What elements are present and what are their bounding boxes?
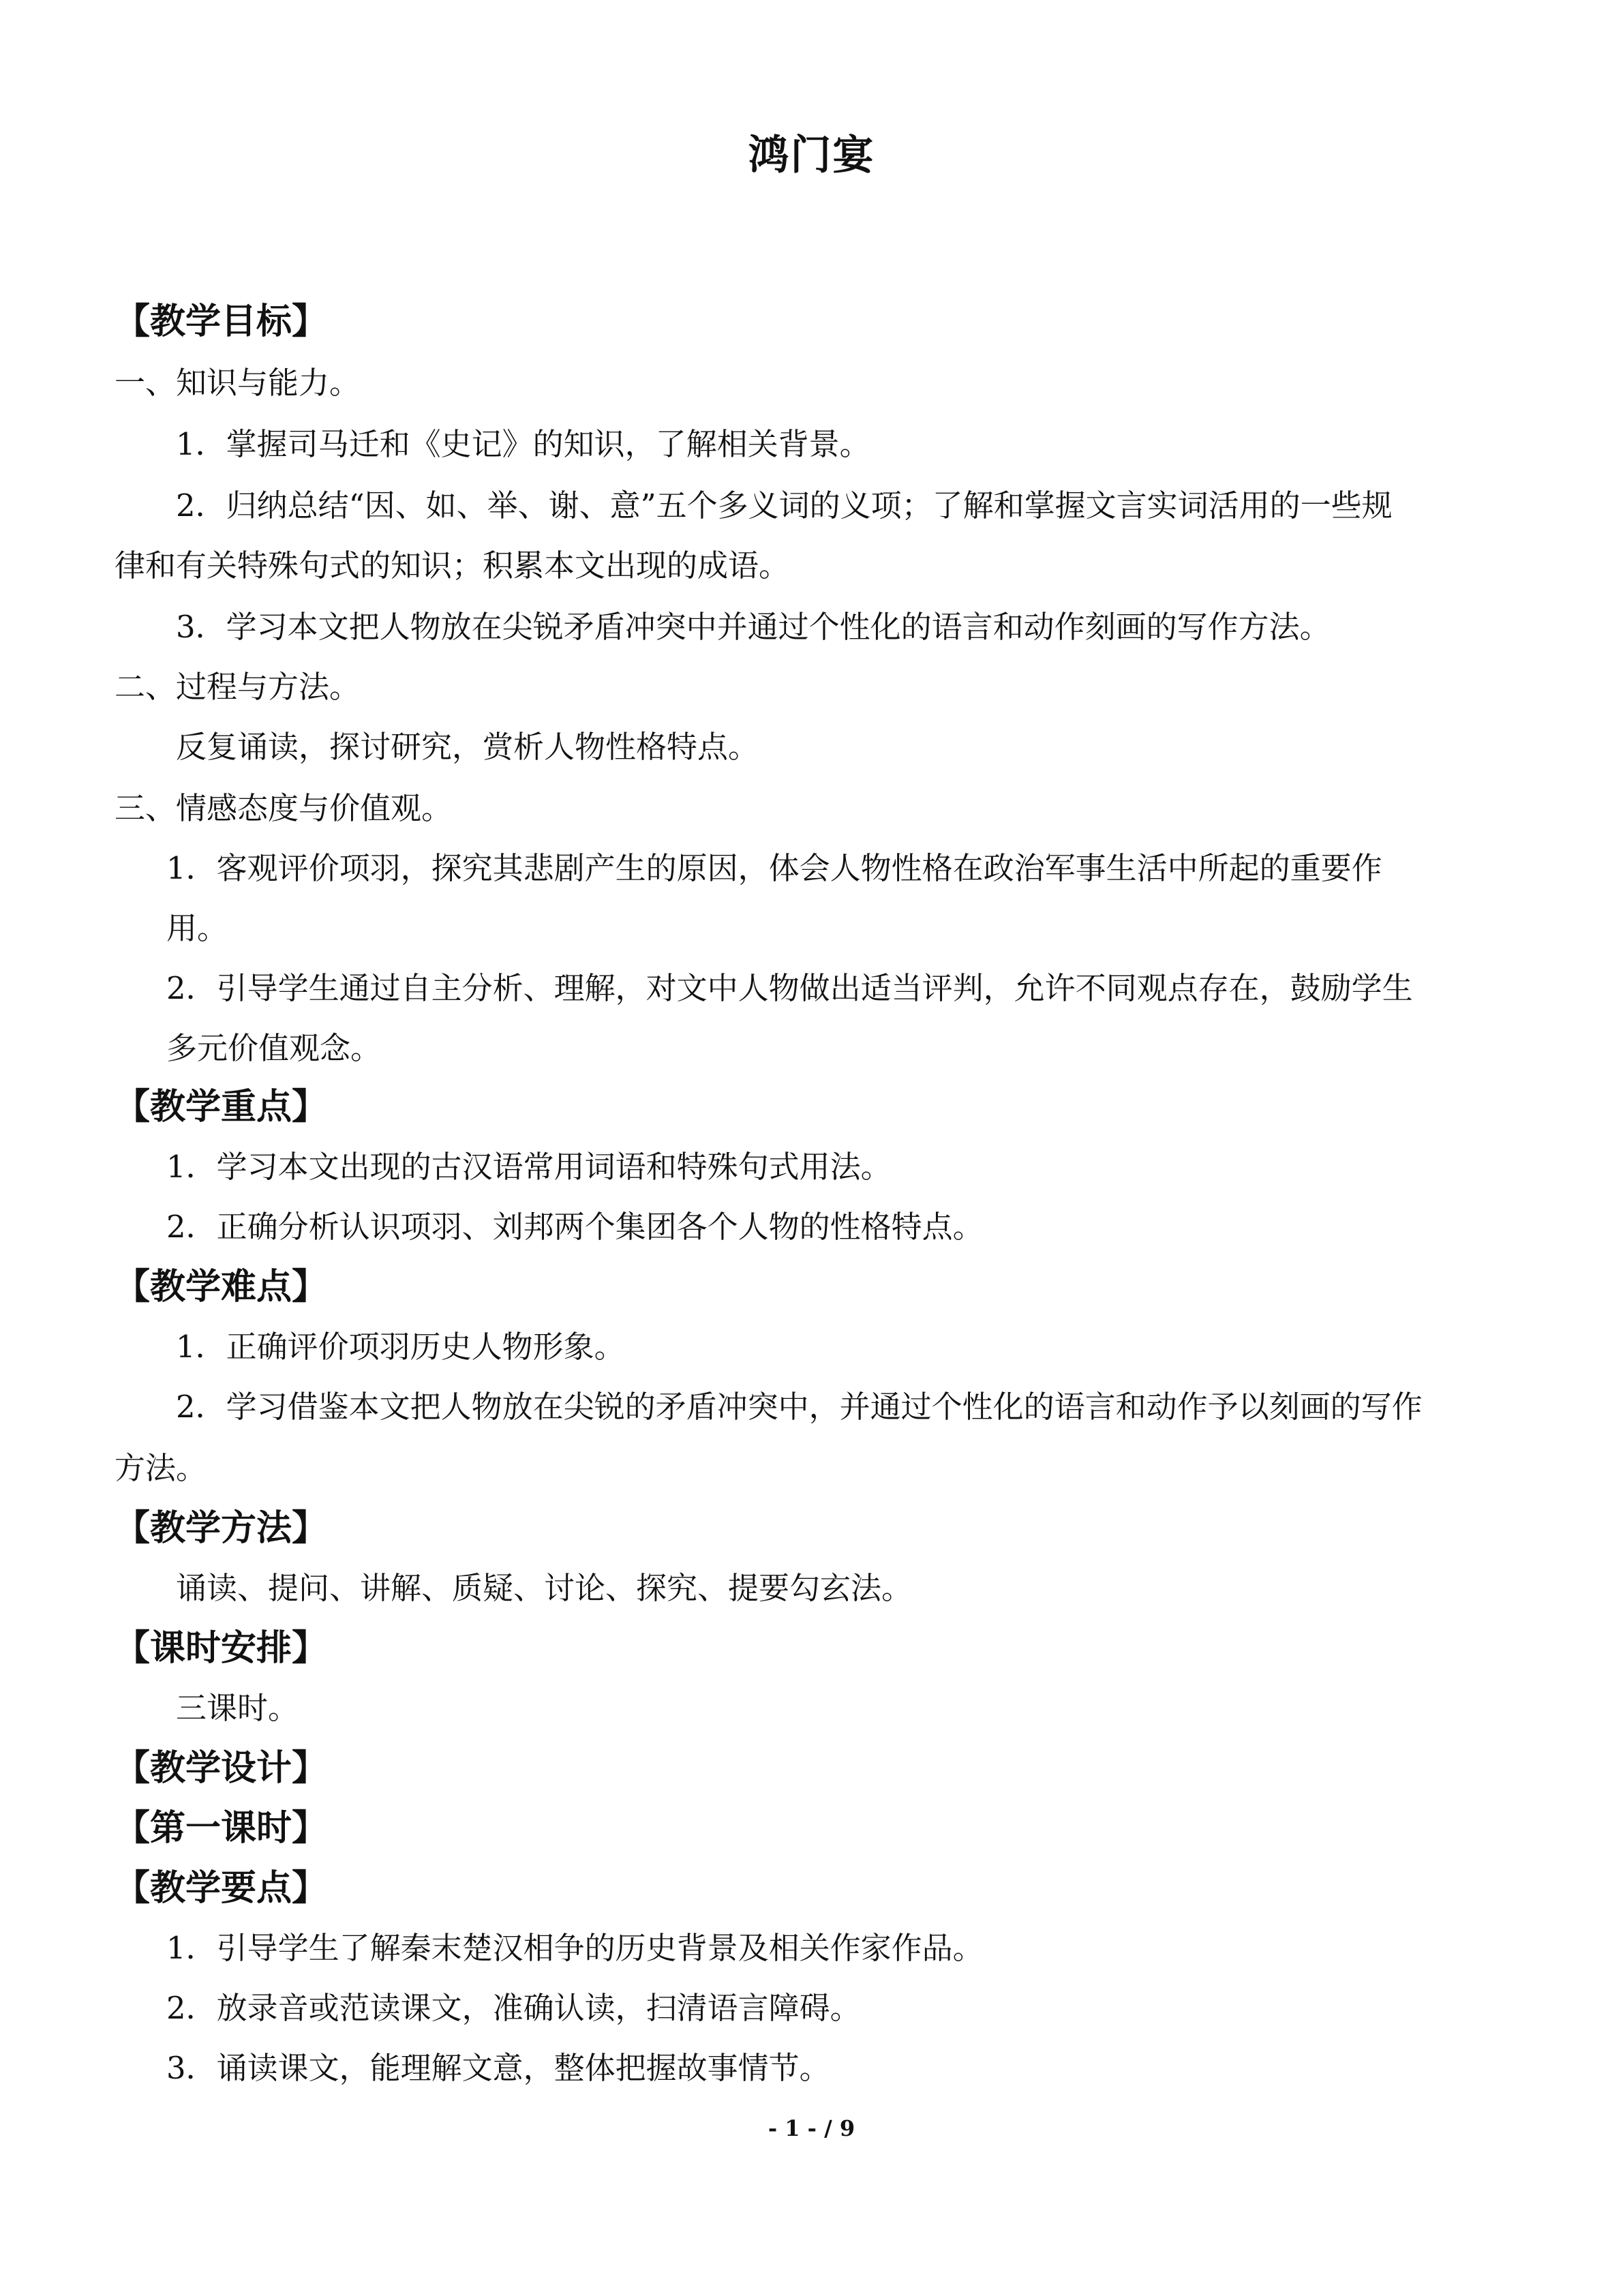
goal-item-3: 3．学习本文把人物放在尖锐矛盾冲突中并通过个性化的语言和动作刻画的写作方法。 xyxy=(176,609,1331,645)
key-point-2: 2．正确分析认识项羽、刘邦两个集团各个人物的性格特点。 xyxy=(166,1209,984,1245)
page-number: - 1 - / 9 xyxy=(768,2115,855,2141)
section-heading-lesson-points: 【教学要点】 xyxy=(115,1868,328,1909)
goal-item-2-continued: 律和有关特殊句式的知识；积累本文出现的成语。 xyxy=(115,547,790,584)
lesson-point-1: 1．引导学生了解秦末楚汉相争的历史背景及相关作家作品。 xyxy=(166,1930,984,1966)
document-title: 鸿门宴 xyxy=(748,132,875,179)
emotion-item-1-continued: 用。 xyxy=(166,910,228,946)
difficulty-1: 1．正确评价项羽历史人物形象。 xyxy=(176,1329,625,1365)
lesson-point-3: 3．诵读课文，能理解文意，整体把握故事情节。 xyxy=(166,2050,830,2086)
emotion-item-2-continued: 多元价值观念。 xyxy=(166,1030,382,1066)
subsection-emotion-values: 三、情感态度与价值观。 xyxy=(115,790,453,826)
difficulty-2: 2．学习借鉴本文把人物放在尖锐的矛盾冲突中，并通过个性化的语言和动作予以刻画的写作 xyxy=(176,1389,1423,1425)
emotion-item-2: 2．引导学生通过自主分析、理解，对文中人物做出适当评判，允许不同观点存在，鼓励学生 xyxy=(166,970,1413,1006)
difficulty-2-continued: 方法。 xyxy=(115,1450,207,1486)
section-heading-difficulties: 【教学难点】 xyxy=(115,1267,328,1308)
lesson-point-2: 2．放录音或范读课文，准确认读，扫清语言障碍。 xyxy=(166,1990,861,2026)
emotion-item-1: 1．客观评价项羽，探究其悲剧产生的原因，体会人物性格在政治军事生活中所起的重要作 xyxy=(166,850,1382,886)
goal-item-2: 2．归纳总结“因、如、举、谢、意”五个多义词的义项；了解和掌握文言实词活用的一些规 xyxy=(176,487,1393,524)
schedule-text: 三课时。 xyxy=(176,1690,299,1726)
key-point-1: 1．学习本文出现的古汉语常用词语和特殊句式用法。 xyxy=(166,1149,892,1185)
section-heading-schedule: 【课时安排】 xyxy=(115,1628,328,1669)
subsection-knowledge-ability: 一、知识与能力。 xyxy=(115,365,361,401)
process-method-text: 反复诵读，探讨研究，赏析人物性格特点。 xyxy=(176,729,759,765)
methods-text: 诵读、提问、讲解、质疑、讨论、探究、提要勾玄法。 xyxy=(176,1570,913,1606)
section-heading-methods: 【教学方法】 xyxy=(115,1508,328,1549)
section-heading-first-lesson: 【第一课时】 xyxy=(115,1808,328,1849)
section-heading-teaching-goals: 【教学目标】 xyxy=(115,301,328,342)
section-heading-key-points: 【教学重点】 xyxy=(115,1087,328,1128)
goal-item-1: 1．掌握司马迁和《史记》的知识，了解相关背景。 xyxy=(176,426,870,462)
subsection-process-method: 二、过程与方法。 xyxy=(115,669,361,705)
section-heading-design: 【教学设计】 xyxy=(115,1748,328,1789)
